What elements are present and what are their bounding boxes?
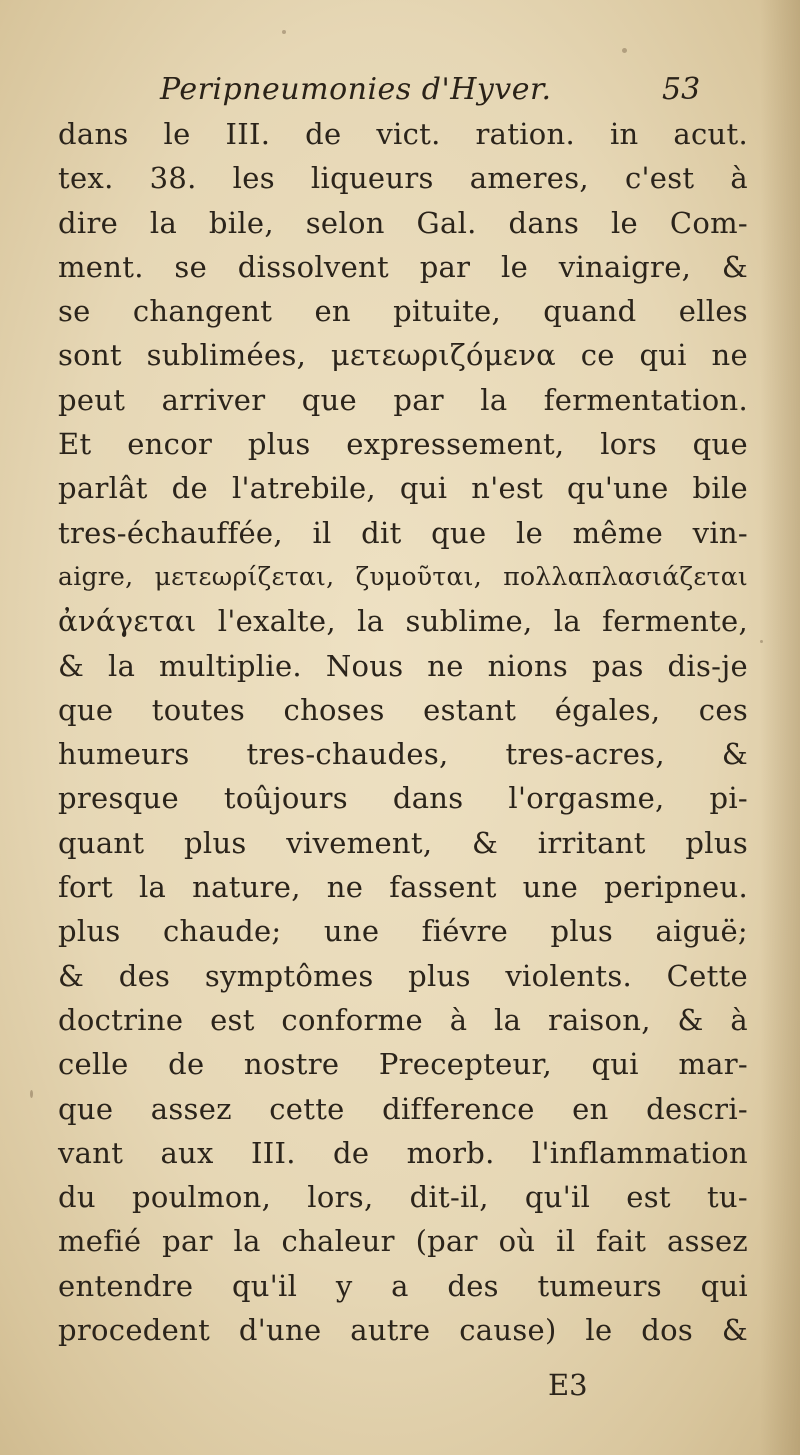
text-line: mefié par la chaleur (par où il fait assez <box>58 1224 748 1259</box>
text-line: peut arriver que par la fermentation. <box>58 382 748 417</box>
text-line: Et encor plus expressement, lors que <box>58 427 748 462</box>
text-line: entendre qu'il y a des tumeurs qui <box>58 1268 748 1303</box>
text-line: procedent d'une autre cause) le dos & <box>58 1313 748 1348</box>
page-header <box>0 72 800 112</box>
text-line: plus chaude; une fiévre plus aiguë; <box>58 914 748 949</box>
text-line: parlât de l'atrebile, qui n'est qu'une bile <box>58 471 748 506</box>
text-line: quant plus vivement, & irritant plus <box>58 825 748 860</box>
text-line: dans le III. de vict. ration. in acut. <box>58 117 748 151</box>
catchword: E3 <box>548 1368 588 1402</box>
ink-speck <box>282 30 286 34</box>
text-line: vant aux III. de morb. l'inflammation <box>58 1135 748 1170</box>
ink-speck <box>622 48 627 53</box>
text-line: celle de nostre Precepteur, qui mar- <box>58 1047 748 1082</box>
text-line: ment. se dissolvent par le vinaigre, & <box>58 249 748 284</box>
text-line: tres-échauffée, il dit que le même vin- <box>58 515 748 550</box>
text-line: humeurs tres-chaudes, tres-acres, & <box>58 737 748 772</box>
body-text <box>58 112 748 1352</box>
text-line: du poulmon, lors, dit-il, qu'il est tu- <box>58 1180 748 1215</box>
text-line: doctrine est conforme à la raison, & à <box>58 1002 748 1037</box>
text-line: & des symptômes plus violents. Cette <box>58 958 748 993</box>
text-line: tex. 38. les liqueurs ameres, c'est à <box>58 161 748 196</box>
text-line: que assez cette difference en descri- <box>58 1091 748 1126</box>
text-line: presque toûjours dans l'orgasme, pi- <box>58 781 748 816</box>
text-line: & la multiplie. Nous ne nions pas dis-je <box>58 648 748 683</box>
text-line: aigre, μετεωρίζεται, ζυμοῦται, πολλαπλασιάζεται <box>58 561 748 591</box>
text-line: ἀνάγεται l'exalte, la sublime, la fermente, <box>58 604 748 639</box>
ink-speck <box>30 1090 33 1098</box>
text-line: dire la bile, selon Gal. dans le Com- <box>58 205 748 240</box>
running-title: Peripneumonies d'Hyver. <box>160 72 552 107</box>
text-line: que toutes choses estant égales, ces <box>58 692 748 727</box>
text-line: se changent en pituite, quand elles <box>58 294 748 329</box>
ink-speck <box>760 640 763 643</box>
text-line: sont sublimées, μετεωριζόμενα ce qui ne <box>58 338 748 373</box>
text-line: fort la nature, ne fassent une peripneu. <box>58 870 748 905</box>
page-number: 53 <box>662 72 701 107</box>
